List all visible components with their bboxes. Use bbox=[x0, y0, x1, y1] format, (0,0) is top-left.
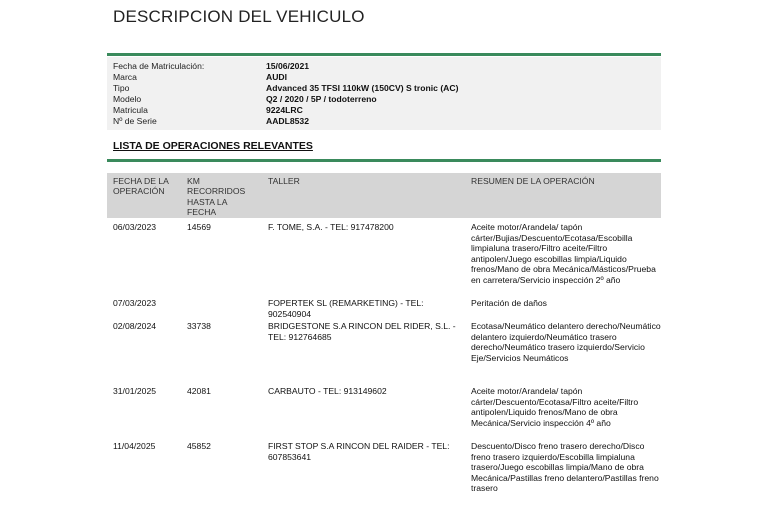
field-label: Modelo bbox=[113, 94, 142, 104]
operation-date: 07/03/2023 bbox=[113, 298, 157, 308]
operation-shop: BRIDGESTONE S.A RINCON DEL RIDER, S.L. - TEL: 912764685 bbox=[268, 321, 456, 342]
operation-shop: CARBAUTO - TEL: 913149602 bbox=[268, 386, 387, 396]
field-value: AADL8532 bbox=[266, 116, 309, 126]
header-shop: TALLER bbox=[268, 176, 300, 186]
operation-summary: Aceite motor/Arandela/ tapón cárter/Bujias/Descuento/Ecotasa/Escobilla limpialuna trasero/Filtro aceite/Filtro antipolen/Juego escobillas limpia/Liquido frenos/Mano de obra Mecánica/Másticos/Prueba en carretera/Servicio inspección 2º año bbox=[471, 222, 656, 285]
field-value: Q2 / 2020 / 5P / todoterreno bbox=[266, 94, 377, 104]
field-label: Matricula bbox=[113, 105, 148, 115]
field-label: Marca bbox=[113, 72, 137, 82]
operation-date: 31/01/2025 bbox=[113, 386, 157, 396]
vehicle-details-panel bbox=[107, 57, 661, 130]
operations-table-header bbox=[107, 173, 661, 218]
operation-km: 45852 bbox=[187, 441, 211, 451]
field-value: Advanced 35 TFSI 110kW (150CV) S tronic (AC) bbox=[266, 83, 459, 93]
operation-km: 42081 bbox=[187, 386, 211, 396]
field-label: Fecha de Matriculación: bbox=[113, 61, 205, 71]
operation-summary: Descuento/Disco freno trasero derecho/Disco freno trasero izquierdo/Escobilla limpialuna trasero/Juego escobillas limpia/Mano de obra Mecánica/Pastillas freno delantero/Pastillas freno trasero bbox=[471, 441, 659, 494]
operation-km: 14569 bbox=[187, 222, 211, 232]
operation-summary: Peritación de daños bbox=[471, 298, 547, 308]
field-label: Nº de Serie bbox=[113, 116, 157, 126]
operation-date: 11/04/2025 bbox=[113, 441, 156, 451]
header-km: KM RECORRIDOS HASTA LA FECHA bbox=[187, 176, 246, 218]
header-date: FECHA DE LA OPERACIÓN bbox=[113, 176, 169, 197]
header-divider bbox=[107, 53, 661, 56]
operation-date: 06/03/2023 bbox=[113, 222, 157, 232]
operation-summary: Aceite motor/Arandela/ tapón cárter/Descuento/Ecotasa/Filtro aceite/Filtro antipolen/Liquido frenos/Mano de obra Mecánica/Servicio inspección 4º año bbox=[471, 386, 639, 428]
operation-shop: FOPERTEK SL (REMARKETING) - TEL: 902540904 bbox=[268, 298, 424, 319]
field-value: AUDI bbox=[266, 72, 288, 82]
operation-shop: FIRST STOP S.A RINCON DEL RAIDER - TEL: 607853641 bbox=[268, 441, 450, 462]
operation-km: 33738 bbox=[187, 321, 211, 331]
operation-date: 02/08/2024 bbox=[113, 321, 157, 331]
operation-shop: F. TOME, S.A. - TEL: 917478200 bbox=[268, 222, 394, 232]
field-value: 15/06/2021 bbox=[266, 61, 310, 71]
field-value: 9224LRC bbox=[266, 105, 303, 115]
operation-summary: Ecotasa/Neumático delantero derecho/Neumático delantero izquierdo/Neumático trasero derecho/Neumático trasero izquierdo/Servicio Eje/Servicios Neumáticos bbox=[471, 321, 661, 363]
field-label: Tipo bbox=[113, 83, 130, 93]
section-title: LISTA DE OPERACIONES RELEVANTES bbox=[113, 140, 313, 152]
page-title: DESCRIPCION DEL VEHICULO bbox=[113, 7, 365, 26]
section-divider bbox=[107, 159, 661, 162]
header-summary: RESUMEN DE LA OPERACIÓN bbox=[471, 176, 595, 186]
